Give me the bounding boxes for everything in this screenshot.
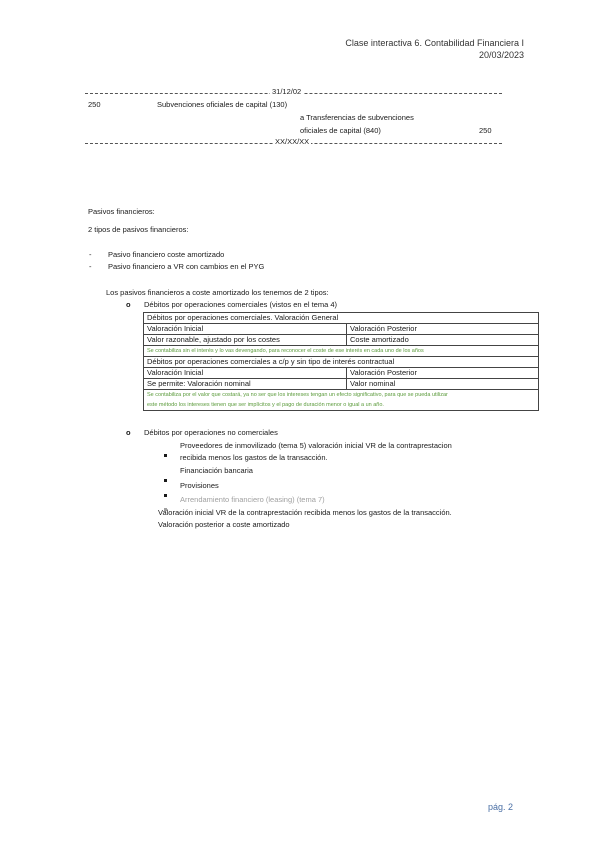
circle-bullet: o [126,428,131,437]
table-cell-initial-value: Valor razonable, ajustado por los costes [144,335,347,346]
journal-debit-amount: 250 [88,100,101,109]
table-header-subsequent: Valoración Posterior [347,324,539,335]
table-header-subsequent: Valoración Posterior [347,368,539,379]
noncommercial-item: Financiación bancaria [180,466,253,475]
table-cell-subsequent-value: Coste amortizado [347,335,539,346]
table-cell-subsequent-value: Valor nominal [347,379,539,390]
noncommercial-item-leasing: Arrendamiento financiero (leasing) (tema 7) [180,495,325,504]
noncommercial-item-continued: recibida menos los gastos de la transacción. [180,453,328,462]
valuation-initial-text: Valoración inicial VR de la contraprestación recibida menos los gastos de la transacción. [158,508,452,517]
valuation-subsequent-text: Valoración posterior a coste amortizado [158,520,290,529]
table-title-short-term: Débitos por operaciones comerciales a c/p y sin tipo de interés contractual [144,357,539,368]
commercial-debts-table [143,312,539,411]
header-title: Clase interactiva 6. Contabilidad Financiera I [345,38,524,48]
noncommercial-debts-title: Débitos por operaciones no comerciales [144,428,278,437]
table-note-line: este método los intereses tienen que ser implícitos y el pago de duración menor o igual a un año. [147,402,384,408]
circle-bullet: o [126,300,131,309]
page-number: pág. 2 [487,802,513,812]
journal-date-top: 31/12/02 [272,87,302,96]
table-note-short-term [144,390,539,411]
journal-credit-account-line1: a Transferencias de subvenciones [300,113,414,122]
amortized-intro: Los pasivos financieros a coste amortizado los tenemos de 2 tipos: [106,288,329,297]
journal-credit-amount: 250 [479,126,492,135]
section-heading: Pasivos financieros: [88,207,155,216]
type-item: Pasivo financiero coste amortizado [108,250,225,259]
header-date: 20/03/2023 [478,50,524,60]
table-note-line: Se contabiliza por el valor que costará, ya no ser que los intereses tengan un efecto significativo, para que se pueda utilizar [147,392,448,398]
table-header-initial: Valoración Inicial [144,324,347,335]
journal-date-bottom: XX/XX/XX [275,137,310,146]
square-bullet [164,444,167,462]
type-item: Pasivo financiero a VR con cambios en el PYG [108,262,265,271]
noncommercial-item: Proveedores de inmovilizado (tema 5) valoración inicial VR de la contraprestacion [180,441,452,450]
journal-debit-account: Subvenciones oficiales de capital (130) [157,100,288,109]
noncommercial-item: Provisiones [180,481,219,490]
table-title-general: Débitos por operaciones comerciales. Valoración General [144,313,539,324]
table-note-general: Se contabiliza sin el interés y lo vas devengando, para reconocer el coste de ese interés en cada uno de los años [144,346,539,357]
table-header-initial: Valoración Inicial [144,368,347,379]
commercial-debts-title: Débitos por operaciones comerciales (vistos en el tema 4) [144,300,338,309]
journal-credit-account-line2: oficiales de capital (840) [300,126,381,135]
dash-bullet: - [89,250,92,259]
types-intro: 2 tipos de pasivos financieros: [88,225,189,234]
dash-bullet: - [89,262,92,271]
table-cell-initial-value: Se permite: Valoración nominal [144,379,347,390]
